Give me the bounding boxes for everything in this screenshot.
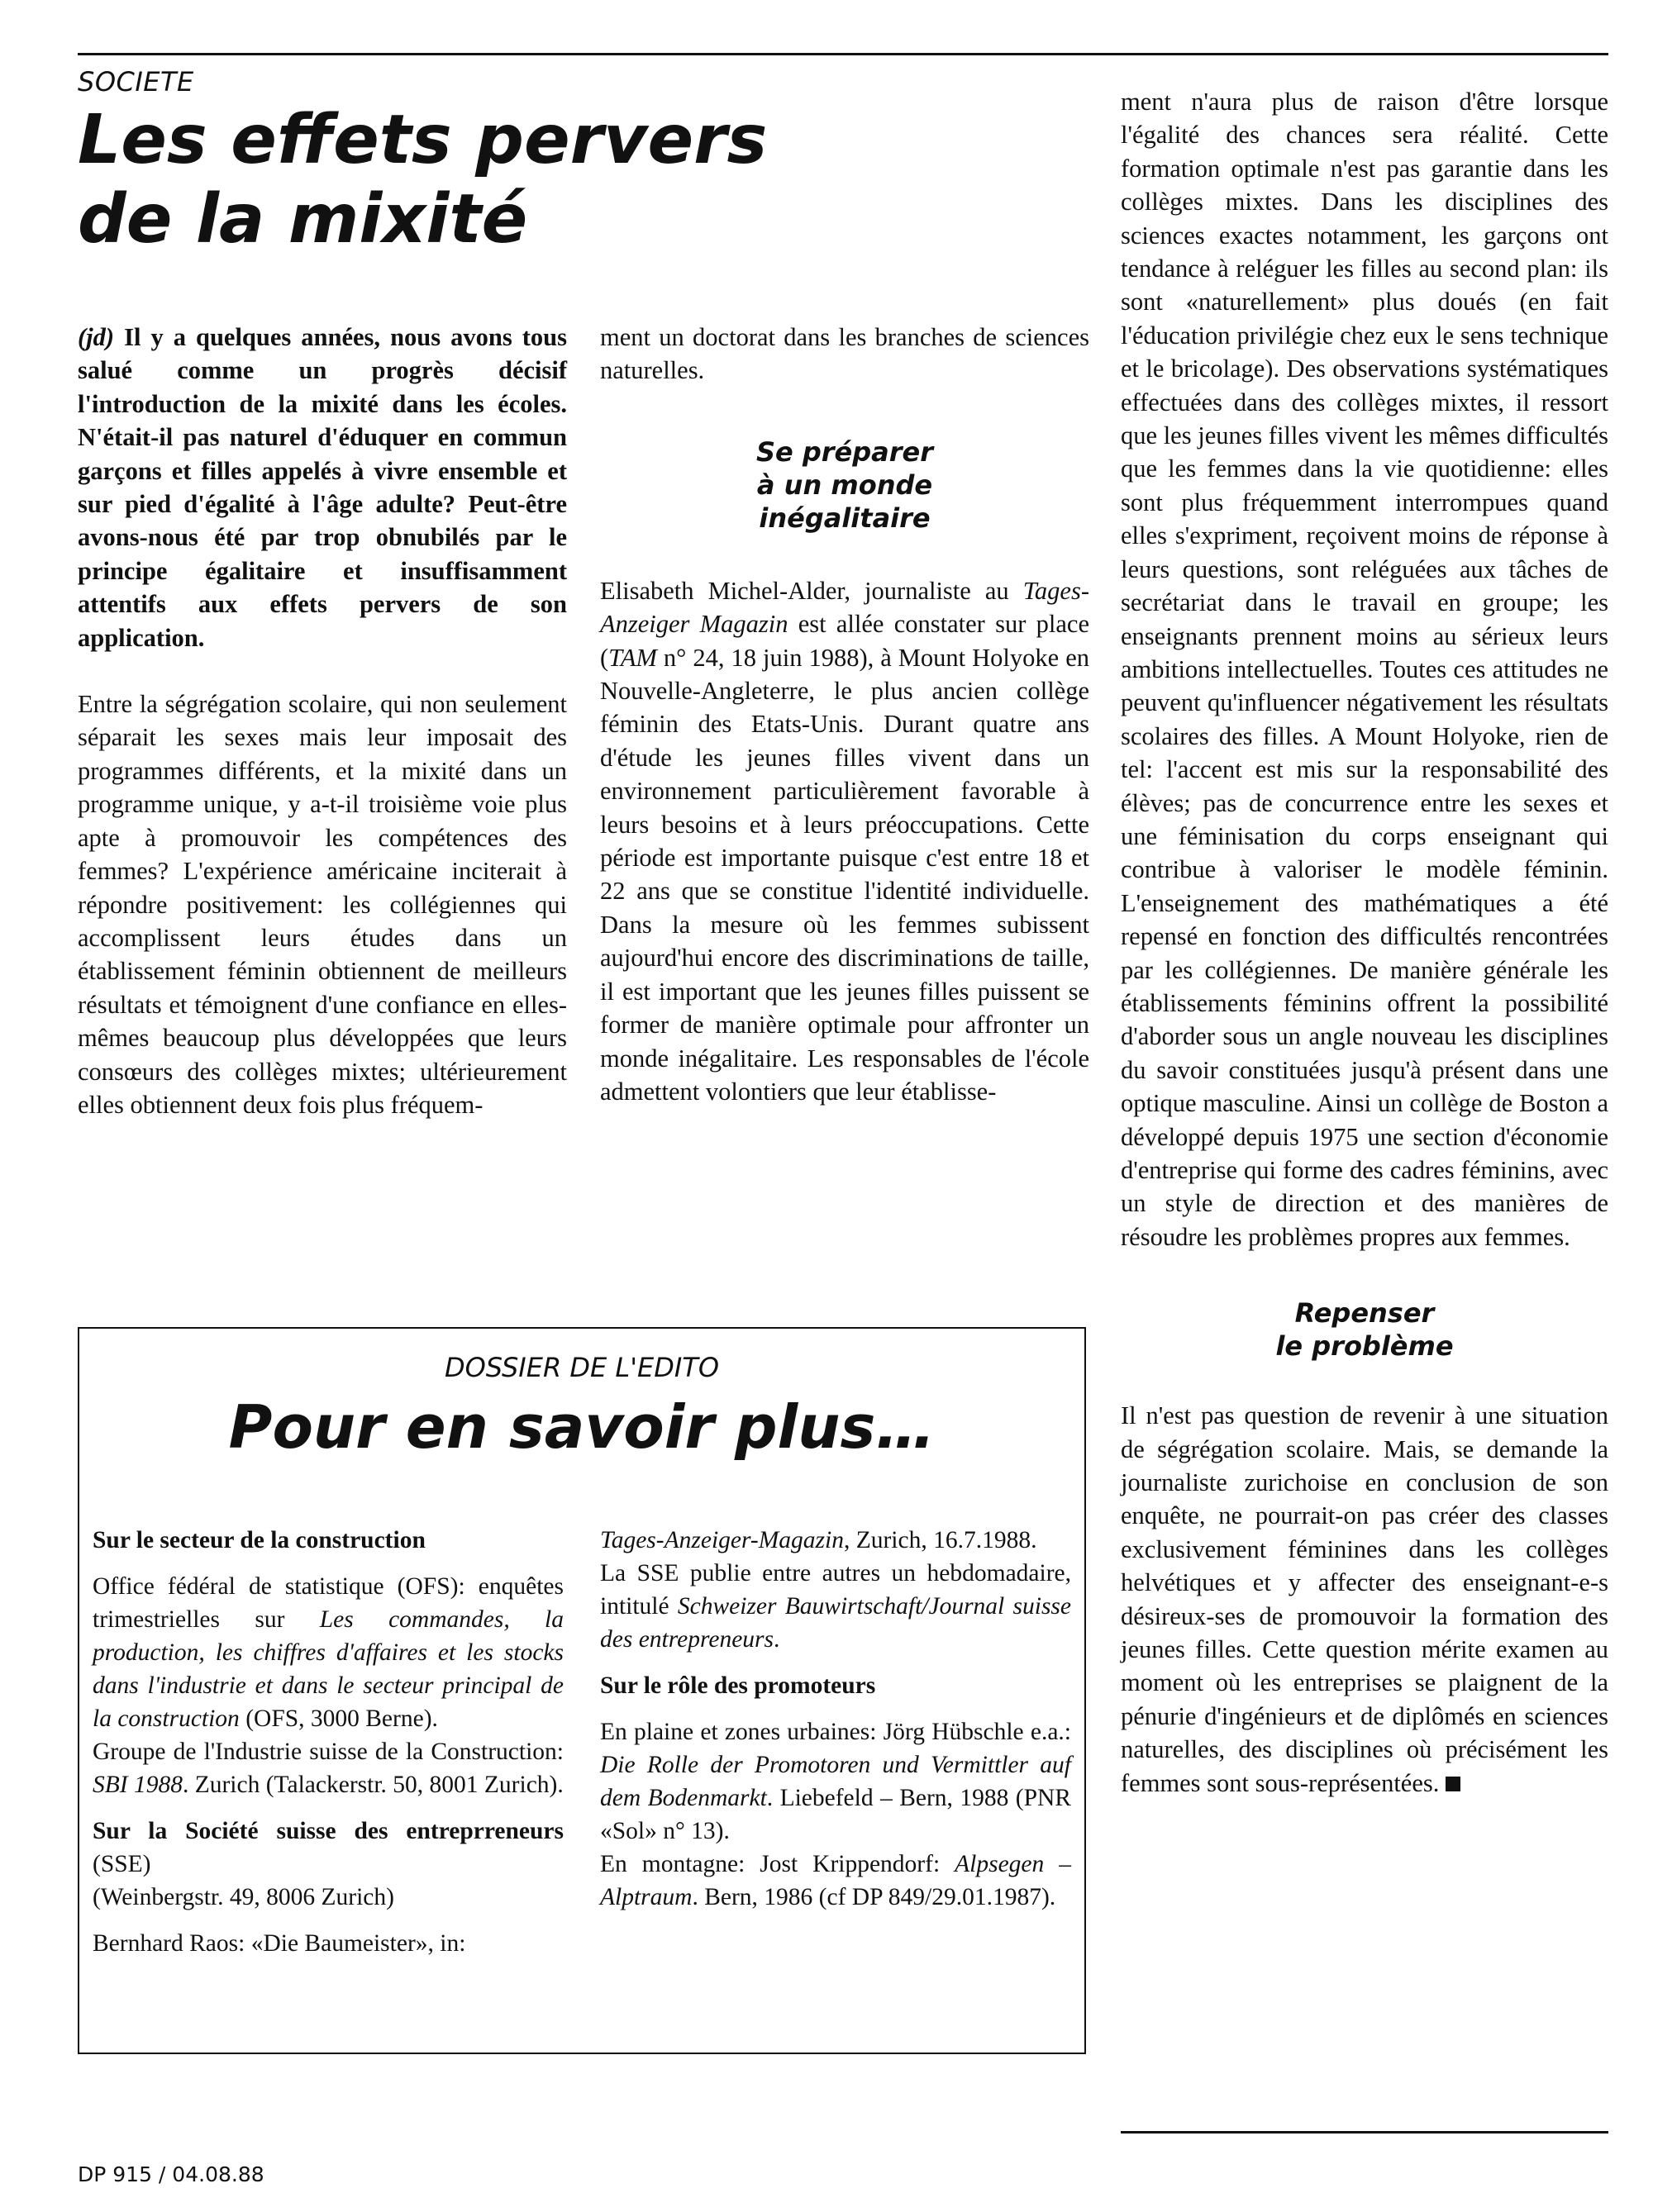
paragraph-5: Il n'est pas question de revenir à une situation de ségrégation scolaire. Mais, se demande la journaliste zurichoise en conclusion de son enquête, ne pourrait-on pas créer des classes exclusivement féminines dans les collèges helvétiques et y affecter des enseignant-e-s désireux-ses de promouvoir la formation des jeunes filles. Cette question mérite examen au moment où les entreprises se plaignent de la pénurie d'ingénieurs et de diplômés en sciences naturelles, des disciplines où précisément les femmes sont sous-représentées. — [1121, 1401, 1608, 1797]
dossier-title: Pour en savoir plus… — [228, 1392, 936, 1462]
paragraph-2: ment un doctorat dans les branches de sciences naturelles. — [600, 323, 1089, 385]
subhead-repenser: Repenser le problème — [1275, 1297, 1454, 1363]
dossier-column-1 — [93, 1524, 564, 1960]
subhead-se-preparer: Se préparer à un monde inégalitaire — [755, 435, 934, 534]
issue-footer: DP 915 / 04.08.88 — [78, 2162, 264, 2186]
bottom-rule — [1121, 2131, 1608, 2134]
dossier-sse-address: (Weinbergstr. 49, 8006 Zurich) — [93, 1884, 394, 1910]
dossier-sbi: Groupe de l'Industrie suisse de la Construction: SBI 1988. Zurich (Talackerstr. 50, 8001 Zurich). — [93, 1739, 564, 1798]
title-line-2: de la mixité — [78, 180, 528, 259]
dossier-kicker: DOSSIER DE L'EDITO — [444, 1352, 720, 1383]
article-column-1 — [78, 321, 567, 1121]
author-initials: (jd) — [78, 323, 115, 351]
dossier-heading-construction: Sur le secteur de la construction — [93, 1527, 426, 1553]
article-column-3 — [1121, 85, 1608, 1800]
dossier-tages: Tages-Anzeiger-Magazin, Zurich, 16.7.1988. — [600, 1527, 1037, 1553]
dossier-ofs: Office fédéral de statistique (OFS): enquêtes trimestrielles sur Les commandes, la production, les chiffres d'affaires et les stocks dans l'industrie et dans le secteur principal de la construction (OFS, 3000 Berne). — [93, 1573, 564, 1732]
title-line-1: Les effets pervers — [78, 101, 768, 179]
article-lead: (jd) Il y a quelques années, nous avons tous salué comme un progrès décisif l'introduction de la mixité dans les écoles. N'était-il pas naturel d'éduquer en commun garçons et filles appelés à vivre ensemble et sur pied d'égalité à l'âge adulte? Peut-être avons-nous été par trop obnubilés par le principe égalitaire et insuffisamment attentifs aux effets pervers de son application. — [78, 323, 567, 652]
end-of-article-mark — [1446, 1777, 1460, 1791]
dossier-column-2 — [600, 1524, 1071, 1914]
paragraph-1: Entre la ségrégation scolaire, qui non seulement séparait les sexes mais leur imposait des programmes différents, et la mixité dans un programme unique, y a-t-il troisième voie plus apte à promouvoir les compétences des femmes? L'expérience américaine inciterait à répondre positivement: les collégiennes qui accomplissent leurs études dans un établissement féminin obtiennent de meilleurs résultats et témoignent d'une confiance en elles-mêmes beaucoup plus développées que leurs consœurs des collèges mixtes; ultérieurement elles obtiennent deux fois plus fréquem- — [78, 690, 567, 1119]
paragraph-3: Elisabeth Michel-Alder, journaliste au Tages-Anzeiger Magazin est allée constater sur place (TAM n° 24, 18 juin 1988), à Mount Holyoke en Nouvelle-Angleterre, le plus ancien collège féminin des Etats-Unis. Durant quatre ans d'étude les jeunes filles vivent dans un environnement particulièrement favorable à leurs besoins et à leurs préoccupations. Cette période est importante puisque c'est entre 18 et 22 ans que se constitue l'identité individuelle. Dans la mesure où les femmes subissent aujourd'hui encore des discriminations de taille, il est important que les jeunes filles puissent se former de manière optimale pour affronter un monde inégalitaire. Les responsables de l'école admettent volontiers que leur établisse- — [600, 576, 1089, 1106]
dossier-sse-publication: La SSE publie entre autres un hebdomadaire, intitulé Schweizer Bauwirtschaft/Journal suisse des entrepreneurs. — [600, 1560, 1072, 1653]
dossier-montagne: En montagne: Jost Krippendorf: Alpsegen – Alptraum. Bern, 1986 (cf DP 849/29.01.1987). — [600, 1851, 1071, 1910]
dossier-plaine: En plaine et zones urbaines: Jörg Hübschle e.a.: Die Rolle der Promotoren und Vermittler auf dem Bodenmarkt. Liebefeld – Bern, 1988 (PNR «Sol» n° 13). — [600, 1719, 1071, 1844]
dossier-box — [78, 1327, 1086, 2054]
dossier-heading-promoteurs: Sur le rôle des promoteurs — [600, 1672, 876, 1699]
section-label: SOCIETE — [78, 66, 194, 98]
article-title — [78, 101, 822, 259]
article-column-2 — [600, 321, 1089, 1108]
top-rule — [78, 53, 1608, 55]
paragraph-4: ment n'aura plus de raison d'être lorsque l'égalité des chances sera réalité. Cette formation optimale n'est pas garantie dans les collèges mixtes. Dans les disciplines des sciences exactes notamment, les garçons ont tendance à reléguer les filles au second plan: ils sont «naturellement» plus doués (en fait l'éducation privilégie chez eux le sens technique et le bricolage). Des observations systématiques effectuées dans des collèges mixtes, il ressort que les jeunes filles vivent les mêmes difficultés que les femmes dans la vie quotidienne: elles sont plus fréquemment interrompues quand elles s'expriment, reçoivent moins de réponse à leurs questions, sont reléguées aux tâches de secrétariat dans le travail en groupe; les enseignants prennent moins au sérieux leurs ambitions intellectuelles. Toutes ces attitudes ne peuvent qu'influencer négativement les résultats scolaires des filles. A Mount Holyoke, rien de tel: l'accent est mis sur la responsabilité des élèves; pas de concurrence entre les sexes et une féminisation du corps enseignant qui contribue à valoriser le modèle féminin. L'enseignement des mathématiques a été repensé en fonction des difficultés rencontrées par les collégiennes. De manière générale les établissements féminins offrent la possibilité d'aborder sous un angle nouveau les disciplines du savoir constituées jusqu'à présent dans une optique masculine. Ainsi un collège de Boston a développé depuis 1975 une section d'économie d'entreprise qui forme des cadres féminins, avec un style de direction et des manières de résoudre les problèmes propres aux femmes. — [1121, 88, 1608, 1251]
dossier-raos: Bernhard Raos: «Die Baumeister», in: — [93, 1930, 466, 1957]
dossier-heading-sse: Sur la Société suisse des entreprreneurs (SSE) — [93, 1818, 564, 1877]
